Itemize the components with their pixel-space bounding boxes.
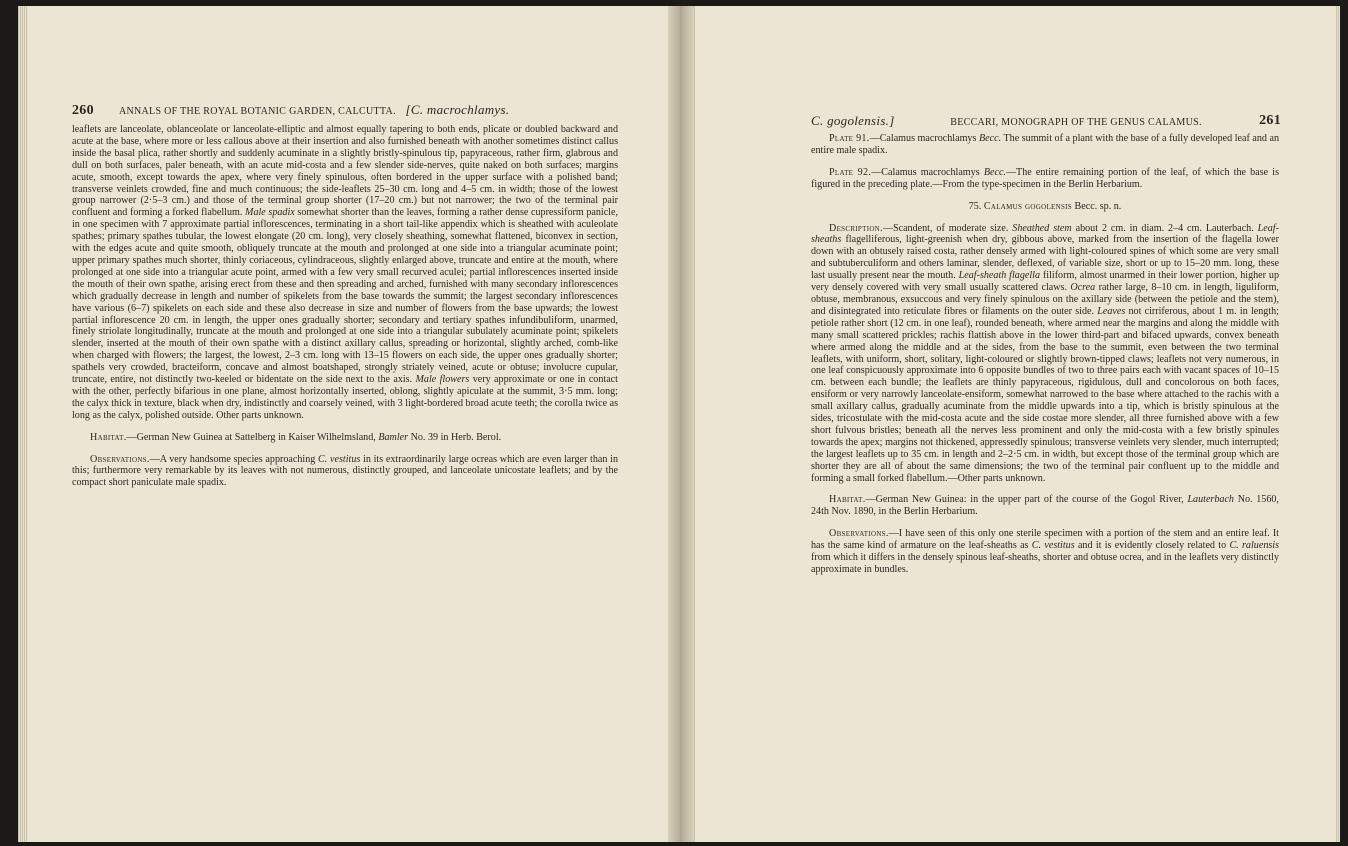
right-observations: Observations.—I have seen of this only one sterile specimen with a portion of the stem and an entire leaf. It has the same kind of armature on the leaf-sheaths as C. vestitus and it is evidently closely related to C. raluensis from which it differs in the densely spinous leaf-sheaths, shorter and obtuse ocrea, and in the leaflets very distinctly approximate in bundles.: [811, 528, 1280, 575]
right-running-head: [811, 113, 1281, 129]
left-running-head: [72, 102, 509, 119]
left-habitat: Habitat.—German New Guinea at Sattelberg in Kaiser Wilhelmsland, Bamler No. 39 in Herb. Berol.: [90, 431, 502, 443]
book-spread: [18, 6, 1340, 842]
page-edges-right: [1336, 6, 1340, 842]
species-heading: 75. Calamus gogolensis Becc. sp. n.: [968, 200, 1122, 212]
right-running-title: BECCARI, MONOGRAPH OF THE GENUS CALAMUS.: [950, 117, 1202, 128]
right-running-species: C. gogolensis.]: [811, 113, 895, 128]
description-continued: leaflets are lanceolate, oblanceolate or lanceolate-elliptic and almost equally tapering to both ends, plicate or doubled backward and acute at the base, where more or less callous above at their insertion and also furnished beneath with another sometimes distinct callus inside the basal plica, rather shortly and suddenly acuminate in a slightly bristly-spinulous tip, papyraceous, rather firm, glabrous and dull on both surfaces, paler beneath, with an acute mid-costa and a few slender side-nerves, quite naked on both surfaces; margins acute, smooth, except towards the apex, where very finely spinulous, often bordered in the upper surface with a polished band; transverse veinlets crowded, fine and much continuous; the side-leaflets 25–30 cm. long and 4–5 cm. in width; those of the lowest group narrower (2·5–3 cm.) and those of the terminal group shorter (17–20 cm.) but not narrower; the two of the terminal pair confluent and forming a forked flabellum. Male spadix somewhat shorter than the leaves, forming a rather dense cupressiform panicle, in one specimen with 7 approximate partial inflorescences, terminating in a short tail-like appendix which is sheathed with aculeolate spathes; primary spathes tubular, the lowest elongate (20 cm. long), very closely sheathing, somewhat flattened, biconvex in section, with the edges acute and quite smooth, obliquely truncate at the mouth and prolonged at one side into a triangular acuminate point; upper primary spathes much shorter, thinly coriaceous, cylindraceous, slightly enlarged above, truncate and entire at the mouth, where prolonged at one side into a triangular acute point, armed with a few very small recurved aculei; partial inflorescences inserted inside the mouth of their own spathe, arising erect from these and then spreading and arched, furnished with many secondary inflorescences which gradually decrease in length and number of spikelets from the base towards the summit; the largest secondary inflorescences have various (6–7) spikelets on each side and these also decrease in size and number of flowers from the base upwards; the lowest partial inflorescence 20 cm. in length, the upper ones gradually shorter; secondary and tertiary spathes infundibuliform, unarmed, finely striolate longitudinally, truncate at the mouth and prolonged at one side into a triangular subulately acuminate point; spikelets slender, inserted at the mouth of their own spathe with a distinct axillary callus, spreading or horizontal, slightly arched, comb-like when charged with flowers; the largest, the lowest, 2–3 cm. long with 13–15 flowers on each side, the upper ones gradually shorter; spathels very crowded, bracteiform, concave and almost boatshaped, strongly striately veined, acute or obtuse; involucre cupular, truncate, entire, not distinctly two-keeled or bidentate on the side next to the axis. Male flowers very approximate or one in contact with the other, perfectly bifarious in one plane, almost horizontally inserted, oblong, slightly apiculate at the summit, 3·5 mm. long; the calyx thick in texture, black when dry, indistinctly and coarsely veined, with 3 light-bordered broad acute teeth; the corolla twice as long as the calyx, polished outside. Other parts unknown.: [72, 124, 618, 421]
left-page-body: [72, 124, 618, 499]
plate-91-caption: Plate 91.—Calamus macrochlamys Becc. The summit of a plant with the base of a fully developed leaf and an entire male spadix.: [811, 133, 1280, 156]
plate-92-caption: Plate 92.—Calamus macrochlamys Becc.—The entire remaining portion of the leaf, of which the base is figured in the preceding plate.—From the type-specimen in the Berlin Herbarium.: [811, 166, 1279, 190]
right-habitat: Habitat.—German New Guinea: in the upper part of the course of the Gogol River, Lauterbach No. 1560, 24th Nov. 1890, in the Berlin Herbarium.: [811, 494, 1279, 518]
left-running-species: [C. macrochlamys.: [405, 102, 510, 117]
left-observations: Observations.—A very handsome species approaching C. vestitus in its extraordinarily large ocreas which are even larger than in this; furthermore very remarkable by its leaves with not numerous, distinctly grouped, and lanceolate unicostate leaflets; and by the compact short paniculate male spadix.: [72, 453, 619, 489]
left-running-title: ANNALS OF THE ROYAL BOTANIC GARDEN, CALCUTTA.: [118, 106, 396, 117]
page-edges-left: [18, 6, 28, 842]
right-page-body: [811, 133, 1279, 586]
book-gutter: [668, 6, 694, 842]
left-page: [28, 6, 669, 842]
species-description: Description.—Scandent, of moderate size. Sheathed stem about 2 cm. in diam. 2–4 cm. Lauterbach. Leaf-sheaths flagelliferous, light-greenish when dry, gibbous above, marked from the insertion of the flagella lower down with an obtusely raised costa, rather densely armed with light-coloured spines of which some are very small and subtuberculiform and others laminar, slender, deflexed, of variable size, short or up to 15–20 mm. long, these last usually present near the mouth. Leaf-sheath flagella filiform, almost unarmed in their lower portion, higher up very densely covered with very small usually scattered claws. Ocrea rather large, 8–10 cm. in length, liguliform, obtuse, membranous, exsuccous and very finely spinulous on the axillary side (between the petiole and the stem), and disintegrated into reticulate fibres or filaments on the outer side. Leaves not cirriferous, about 1 m. in length; petiole rather short (12 cm. in one leaf), rounded beneath, where armed near the margins and along the middle with many small scattered prickles; rachis flattish above in the lower third-part and bifaced upwards, convex beneath where armed along the middle and at the sides, from the base to the summit, even between the two terminal leaflets, with uniform, short, solitary, light-coloured or slightly brown-tipped claws; leaflets not very numerous, in one leaf conspicuously approximate into 6 opposite bundles of two to three pairs each with vacant spaces of 10–15 cm. between each bundle; the leaflets are thinly papyraceous, rigidulous, dull and concolorous on both faces, ensiform or very narrowly lanceolate-ensiform, somewhat narrowed to the base where attached to the rachis with a small axillary callus, gradually acuminate from the middle upwards into a tip, which is bristly spinulous at the sides, tricostulate with the mid-costa acute and the side costae more slender, all three furnished above with a few short fulvous bristles; beneath all the nerves less prominent and only the mid-costa with a few bristly spinules towards the apex; margins not thickened, appressedly spinulous; transverse veinlets very slender, much interrupted; the largest leaflets up to 35 cm. in length and 2–2·5 cm. in width, but except those of the terminal group which are shorter they are all of about the same dimensions; the two of the terminal pair confluent up to the middle and forming a small forked flabellum.—Other parts unknown.: [811, 222, 1279, 484]
left-page-number: 260: [72, 103, 94, 118]
right-page-number: 261: [1259, 113, 1281, 128]
right-page: [694, 6, 1337, 842]
